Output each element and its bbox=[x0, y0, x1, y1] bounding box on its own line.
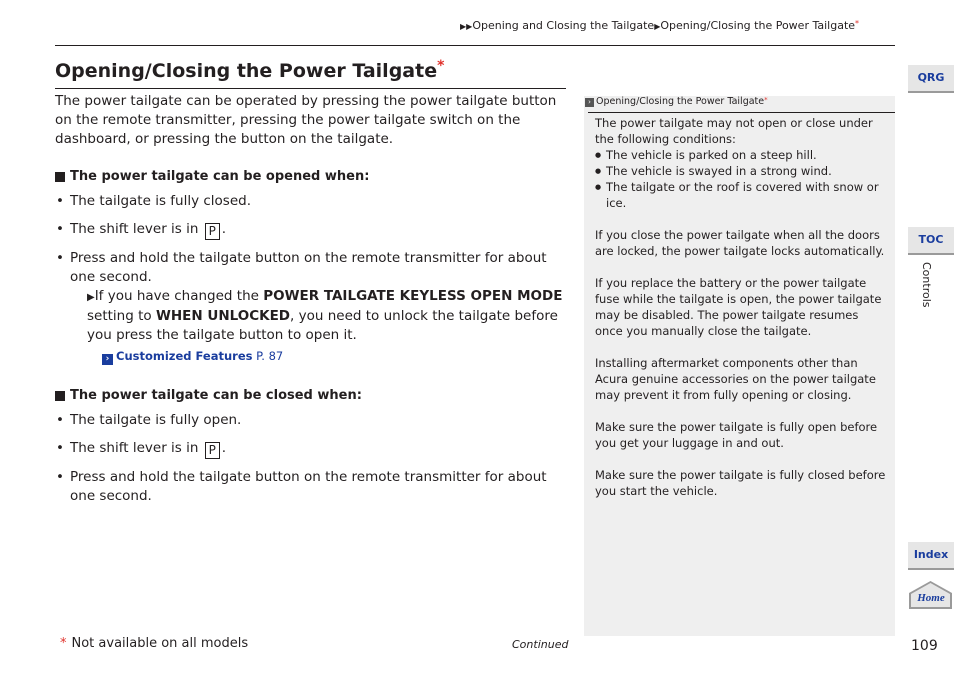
list-item: • The tailgate is fully open. bbox=[55, 411, 567, 430]
panel-bullet: ● The tailgate or the roof is covered with snow or ice. bbox=[595, 179, 887, 211]
list-item: • The tailgate is fully closed. bbox=[55, 192, 567, 211]
list-item-text: The shift lever is in bbox=[70, 440, 199, 456]
footnote-text: Not available on all models bbox=[71, 636, 249, 651]
title-asterisk: * bbox=[437, 58, 445, 74]
list-item-punct: . bbox=[221, 440, 227, 456]
list-item-text: The shift lever is in bbox=[70, 221, 199, 237]
note-text-pre: If you have changed the bbox=[94, 288, 259, 304]
panel-paragraph: Make sure the power tailgate is fully open before you get your luggage in and out. bbox=[595, 420, 878, 450]
side-panel-asterisk: * bbox=[764, 96, 768, 104]
side-panel-body bbox=[595, 115, 887, 515]
header-divider bbox=[55, 45, 895, 46]
gear-p-icon: P bbox=[205, 223, 220, 240]
list-item-punct: . bbox=[221, 221, 227, 237]
list-item bbox=[55, 220, 567, 240]
page-title bbox=[55, 60, 444, 82]
continued-label: Continued bbox=[512, 638, 569, 651]
main-content bbox=[55, 92, 567, 506]
breadcrumb-level1[interactable]: Opening and Closing the Tailgate bbox=[472, 19, 655, 32]
panel-paragraph: Make sure the power tailgate is fully closed before you start the vehicle. bbox=[595, 468, 886, 498]
link-arrow-icon: › bbox=[102, 354, 113, 365]
footnote bbox=[60, 636, 248, 651]
square-bullet-icon bbox=[55, 391, 65, 401]
note-text-mid: setting to bbox=[87, 308, 152, 324]
intro-paragraph: The power tailgate can be operated by pressing the power tailgate button on the remote transmitter, pressing the power tailgate switch on the dashboard, or pressing the button on the tailgate. bbox=[55, 93, 557, 147]
square-bullet-icon bbox=[55, 172, 65, 182]
note-setting-name: POWER TAILGATE KEYLESS OPEN MODE bbox=[263, 288, 563, 304]
section-label: Controls bbox=[920, 262, 933, 308]
customized-features-link[interactable]: Customized Features bbox=[116, 349, 253, 363]
panel-bullet: ● The vehicle is parked on a steep hill. bbox=[595, 147, 887, 163]
gear-p-icon: P bbox=[205, 442, 220, 459]
note-setting-value: WHEN UNLOCKED bbox=[155, 308, 291, 324]
title-divider bbox=[55, 88, 566, 89]
open-section-heading-text: The power tailgate can be opened when: bbox=[70, 169, 370, 184]
cross-reference bbox=[55, 347, 567, 366]
list-item bbox=[55, 439, 567, 459]
breadcrumb-asterisk: * bbox=[855, 19, 860, 28]
list-item: • Press and hold the tailgate button on the remote transmitter for about one second. bbox=[55, 249, 567, 287]
close-section-heading bbox=[55, 386, 567, 405]
side-panel-header bbox=[584, 96, 896, 107]
panel-paragraph: Installing aftermarket components other than Acura genuine accessories on the power tailgate may prevent it from fully opening or closing. bbox=[595, 356, 876, 402]
list-item: • Press and hold the tailgate button on the remote transmitter for about one second. bbox=[55, 468, 567, 506]
note-arrow-icon: ▶ bbox=[87, 292, 95, 303]
panel-paragraph: The power tailgate may not open or close under the following conditions: bbox=[595, 116, 873, 146]
page-number: 109 bbox=[911, 638, 938, 654]
breadcrumb-level2[interactable]: Opening/Closing the Power Tailgate bbox=[660, 19, 856, 32]
footnote-asterisk: * bbox=[60, 636, 67, 651]
home-label: Home bbox=[917, 592, 945, 604]
open-section-heading bbox=[55, 167, 567, 186]
note-paragraph bbox=[55, 287, 567, 345]
panel-paragraph: If you close the power tailgate when all the doors are locked, the power tailgate locks automatically. bbox=[595, 228, 885, 258]
index-tab[interactable]: Index bbox=[908, 542, 954, 570]
side-panel-header-text: Opening/Closing the Power Tailgate bbox=[596, 96, 765, 107]
xref-page[interactable]: P. 87 bbox=[256, 349, 284, 363]
panel-paragraph: If you replace the battery or the power tailgate fuse while the tailgate is open, the power tailgate may be disabled. The power tailgate resumes once you manually close the tailgate. bbox=[595, 276, 882, 338]
toc-tab[interactable]: TOC bbox=[908, 227, 954, 255]
home-button[interactable] bbox=[907, 580, 954, 610]
note-icon: › bbox=[585, 98, 594, 107]
qrg-tab[interactable]: QRG bbox=[908, 65, 954, 93]
breadcrumb-arrow-icon: ▶▶ bbox=[460, 22, 473, 31]
panel-bullet: ● The vehicle is swayed in a strong wind. bbox=[595, 163, 887, 179]
breadcrumb bbox=[460, 19, 859, 32]
page-title-text: Opening/Closing the Power Tailgate bbox=[55, 60, 438, 82]
side-panel-divider bbox=[588, 112, 895, 113]
breadcrumb-separator-icon: ▶ bbox=[654, 22, 661, 31]
close-section-heading-text: The power tailgate can be closed when: bbox=[70, 388, 362, 403]
note-text-post: , you need to unlock the tailgate before you press the tailgate button to open it. bbox=[87, 308, 558, 343]
